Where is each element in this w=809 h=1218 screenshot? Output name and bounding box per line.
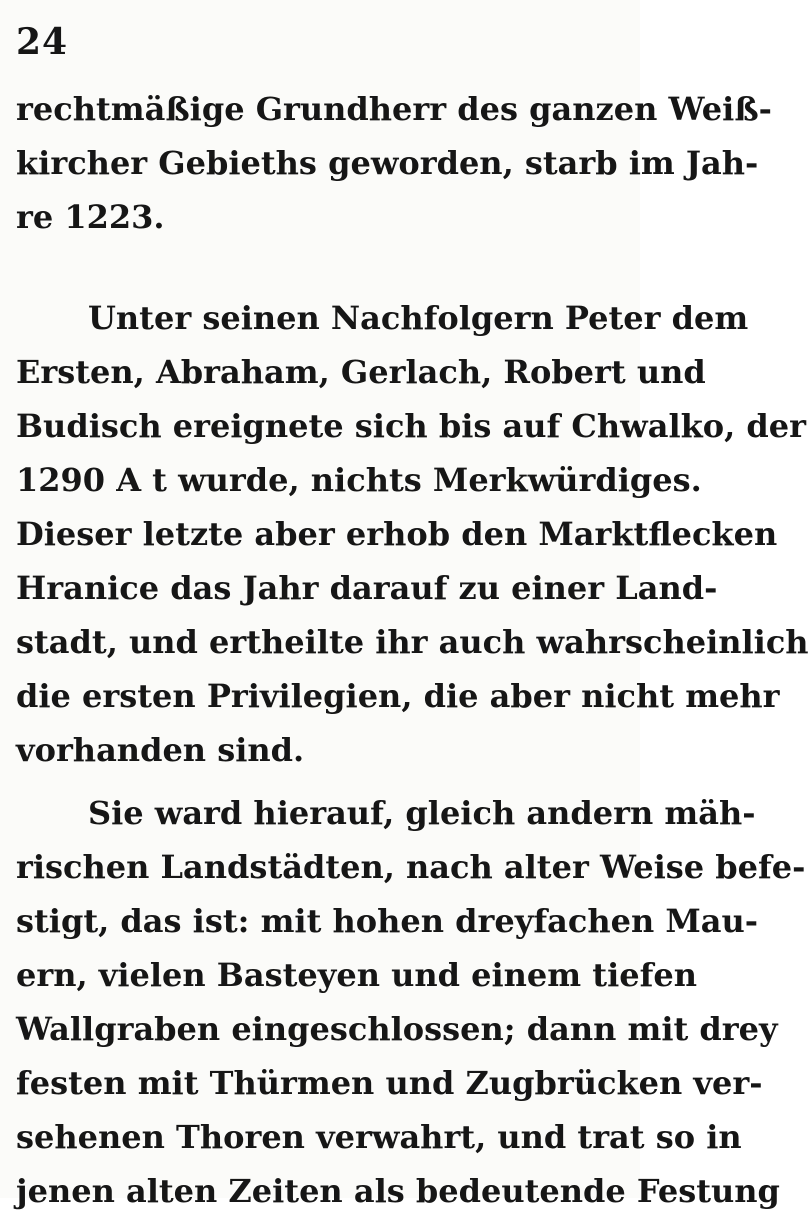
paragraph-2 xyxy=(16,291,809,777)
text-line: Hranice das Jahr darauf zu einer Land- xyxy=(16,569,718,607)
text-line: Unter seinen Nachfolgern Peter dem xyxy=(88,299,749,337)
text-line: ern, vielen Basteyen und einem tiefen xyxy=(16,956,697,994)
text-line: re 1223. xyxy=(16,198,165,236)
text-line: kircher Gebieths geworden, starb im Jah- xyxy=(16,144,759,182)
text-line: Dieser letzte aber erhob den Marktflecken xyxy=(16,515,778,553)
page-number: 24 xyxy=(16,21,69,63)
text-line: stadt, und ertheilte ihr auch wahrscheinlich xyxy=(16,623,809,661)
text-line: jenen alten Zeiten als bedeutende Festung xyxy=(16,1172,780,1210)
paragraph-3 xyxy=(16,786,806,1218)
text-line: festen mit Thürmen und Zugbrücken ver- xyxy=(16,1064,763,1102)
text-line: Ersten, Abraham, Gerlach, Robert und xyxy=(16,353,706,391)
text-line: Budisch ereignete sich bis auf Chwalko, der xyxy=(16,407,806,445)
text-line: rechtmäßige Grundherr des ganzen Weiß- xyxy=(16,90,772,128)
text-line: Sie ward hierauf, gleich andern mäh- xyxy=(88,794,756,832)
text-line: rischen Landstädten, nach alter Weise befe- xyxy=(16,848,806,886)
text-line: die ersten Privilegien, die aber nicht mehr xyxy=(16,677,780,715)
text-line: Wallgraben eingeschlossen; dann mit drey xyxy=(16,1010,778,1048)
text-line: vorhanden sind. xyxy=(16,731,305,769)
paragraph-1 xyxy=(16,82,772,244)
text-line: stigt, das ist: mit hohen dreyfachen Mau- xyxy=(16,902,759,940)
text-line: 1290 A t wurde, nichts Merkwürdiges. xyxy=(16,461,702,499)
text-line: sehenen Thoren verwahrt, und trat so in xyxy=(16,1118,742,1156)
